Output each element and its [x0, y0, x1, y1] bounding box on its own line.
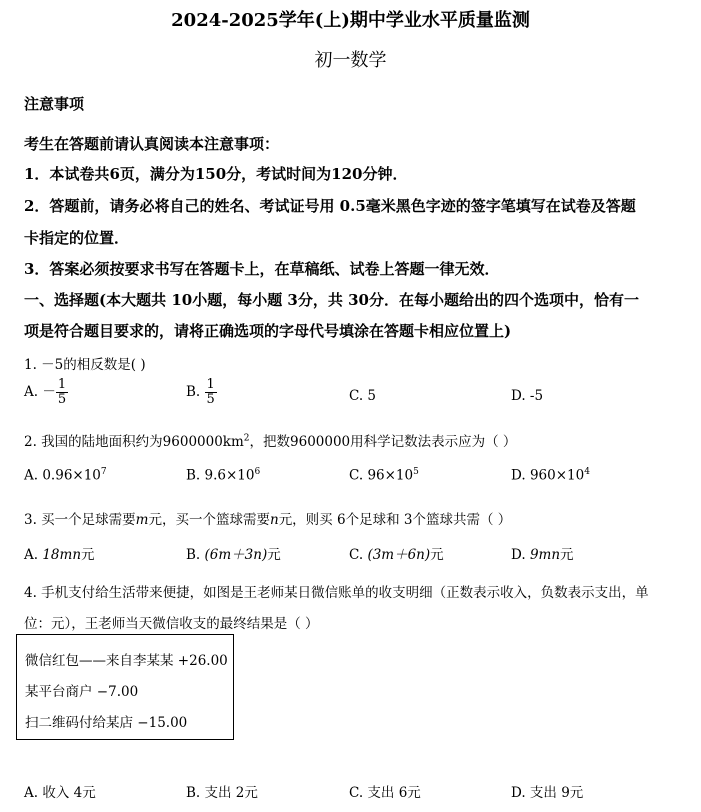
question-4-stem: 4. 手机支付给生活带来便捷，如图是王老师某日微信账单的收支明细（正数表示收入，负数表示支出，单 — [24, 585, 649, 601]
notice-item-2-cont: 卡指定的位置． — [24, 229, 130, 247]
question-3-option-d: D. 9mn元 — [511, 547, 574, 563]
question-3-option-c: C. (3m＋6n)元 — [349, 547, 444, 563]
bill-entry-qr-payment: 扫二维码付给某店 −15.00 — [25, 715, 188, 731]
notice-item-1: 1．本试卷共6页，满分为150分，考试时间为120分钟． — [24, 165, 408, 183]
question-3-option-b: B. (6m＋3n)元 — [186, 547, 281, 563]
notice-item-3: 3．答案必须按要求书写在答题卡上，在草稿纸、试卷上答题一律无效． — [24, 260, 500, 278]
question-2-option-a: A. $0.96\times 10^7$ — [24, 467, 107, 484]
question-1-option-b: B. $\frac{1}{5}$ — [186, 377, 215, 407]
bill-entry-merchant: 某平台商户 −7.00 — [25, 684, 139, 700]
exam-subtitle: 初一数学 — [314, 50, 387, 71]
question-1-option-c: C. 5 — [349, 388, 377, 404]
question-4-option-a: A. 收入 4元 — [24, 785, 96, 801]
question-1-option-a: A. － $\frac{1}{5}$ — [24, 377, 67, 407]
question-1-option-d: D. -5 — [511, 388, 544, 404]
question-2-option-c: C. $96\times 10^5$ — [349, 467, 419, 484]
section-heading-cont: 项是符合题目要求的，请将正确选项的字母代号填涂在答题卡相应位置上) — [24, 322, 512, 340]
bill-entry-red-packet: 微信红包——来自李某某 +26.00 — [25, 653, 228, 669]
question-3-stem: 3. 买一个足球需要m元，买一个篮球需要n元，则买 6个足球和 3个篮球共需（ ） — [24, 512, 512, 528]
notice-intro: 考生在答题前请认真阅读本注意事项： — [24, 135, 280, 153]
question-2-option-d: D. $960\times 10^4$ — [511, 467, 590, 484]
question-4-option-c: C. 支出 6元 — [349, 785, 421, 801]
exam-title: 2024-2025学年(上)期中学业水平质量监测 — [171, 10, 530, 31]
notice-heading: 注意事项 — [24, 95, 85, 113]
question-2-option-b: B. $9.6\times 10^6$ — [186, 467, 261, 484]
question-3-option-a: A. 18mn元 — [24, 547, 95, 563]
question-4-stem-cont: 位：元），王老师当天微信收支的最终结果是（ ） — [24, 616, 319, 632]
question-4-option-b: B. 支出 2元 — [186, 785, 258, 801]
section-heading: 一、选择题(本大题共 10小题，每小题 3分，共 30分．在每小题给出的四个选项中，恰有一 — [24, 291, 639, 309]
wechat-bill-box — [16, 634, 234, 740]
question-4-option-d: D. 支出 9元 — [511, 785, 584, 801]
question-2-stem: 2. 我国的陆地面积约为$9600000km^2$，把数9600000用科学记数法表示应为（ ） — [24, 433, 517, 450]
question-1-stem: 1. －5的相反数是( ) — [24, 357, 146, 373]
notice-item-2: 2．答题前，请务必将自己的姓名、考试证号用 0.5毫米黑色字迹的签字笔填写在试卷及答题 — [24, 197, 636, 215]
